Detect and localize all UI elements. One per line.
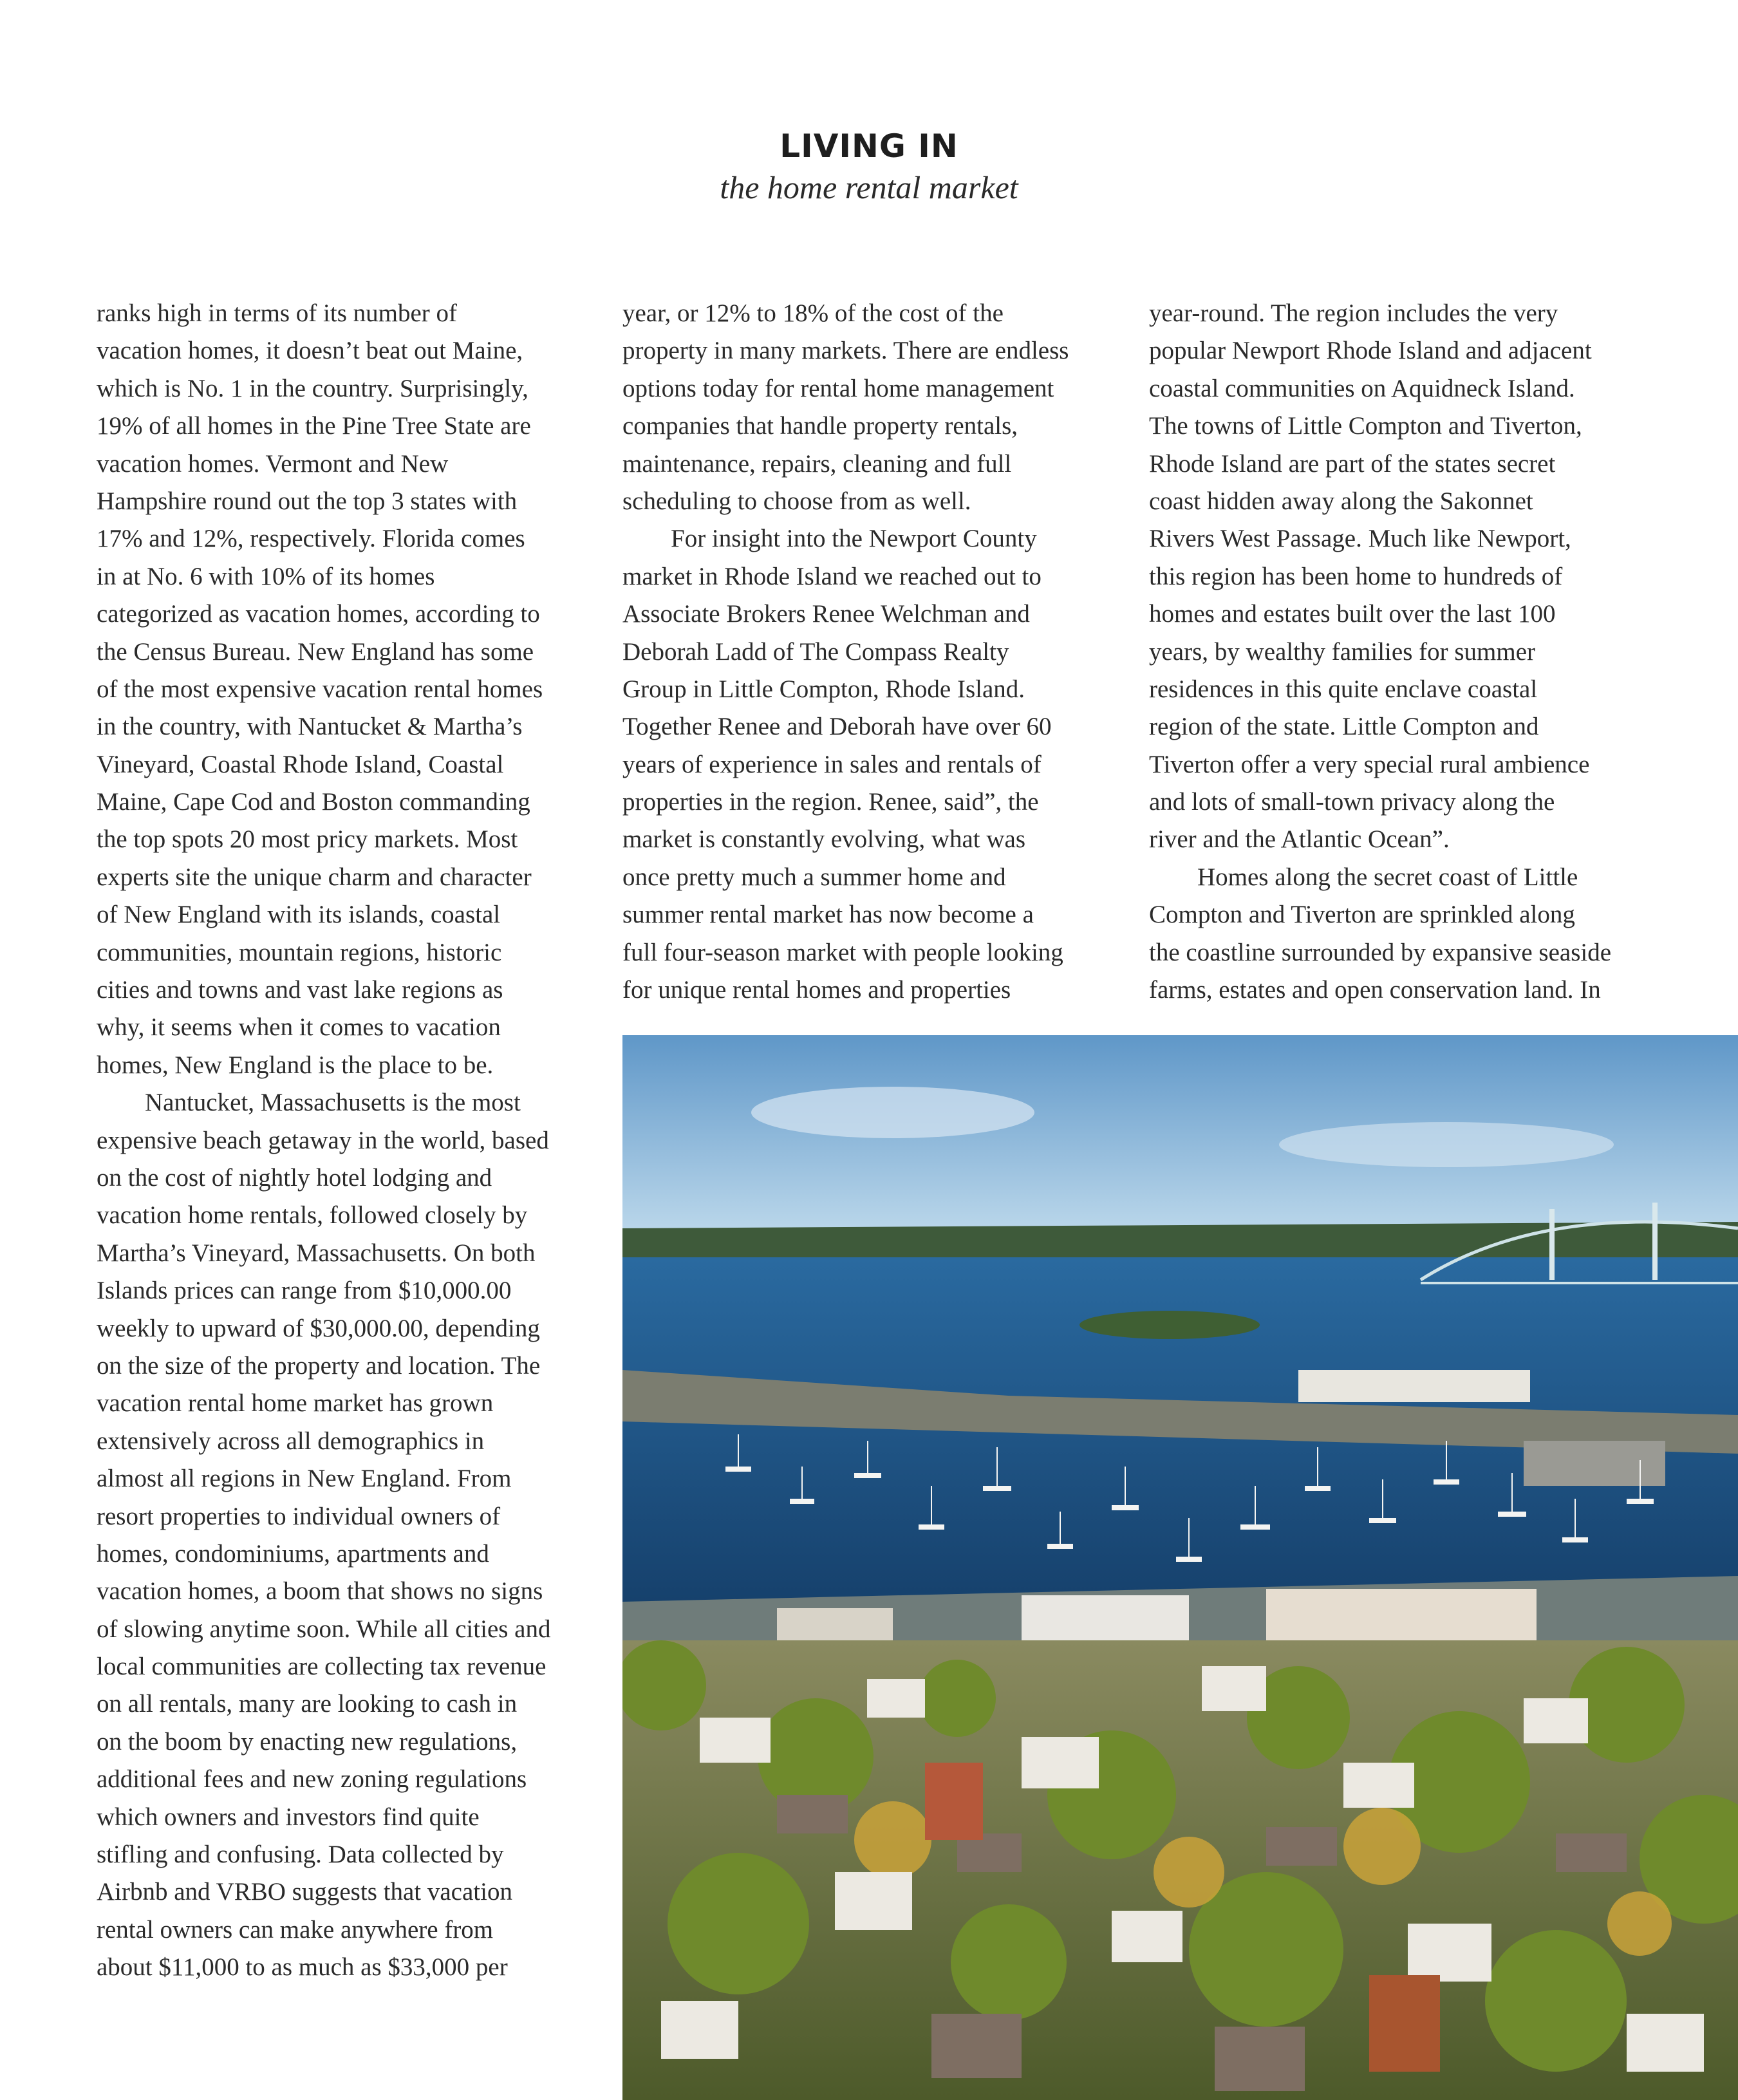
text-line: market in Rhode Island we reached out to bbox=[622, 562, 1042, 590]
text-line: on the boom by enacting new regulations, bbox=[97, 1727, 518, 1756]
text-line: in the country, with Nantucket & Martha’s bbox=[97, 713, 523, 741]
text-line: options today for rental home management bbox=[622, 374, 1054, 402]
text-line: Rhode Island are part of the states secret bbox=[1149, 449, 1556, 478]
text-line: companies that handle property rentals, bbox=[622, 412, 1018, 440]
text-line: communities, mountain regions, historic bbox=[97, 938, 502, 966]
text-line: which is No. 1 in the country. Surprisingly, bbox=[97, 374, 528, 402]
text-line: of slowing anytime soon. While all cities and bbox=[97, 1615, 551, 1643]
text-line: on the size of the property and location. The bbox=[97, 1351, 541, 1380]
text-line: coastal communities on Aquidneck Island. bbox=[1149, 374, 1575, 402]
text-line: expensive beach getaway in the world, based bbox=[97, 1126, 549, 1154]
text-line: extensively across all demographics in bbox=[97, 1427, 485, 1455]
text-line: the Census Bureau. New England has some bbox=[97, 637, 534, 666]
text-line: the top spots 20 most pricy markets. Most bbox=[97, 825, 518, 854]
text-column-2 bbox=[622, 295, 1118, 1009]
text-line: Together Renee and Deborah have over 60 bbox=[622, 713, 1052, 741]
text-line: about $11,000 to as much as $33,000 per bbox=[97, 1953, 508, 1982]
text-line: market is constantly evolving, what was bbox=[622, 825, 1026, 854]
text-line: this region has been home to hundreds of bbox=[1149, 562, 1563, 590]
text-line: homes and estates built over the last 100 bbox=[1149, 600, 1556, 628]
text-line: Deborah Ladd of The Compass Realty bbox=[622, 637, 1009, 666]
text-line: years, by wealthy families for summer bbox=[1149, 637, 1535, 666]
article-header bbox=[0, 126, 1738, 208]
text-line: stifling and confusing. Data collected by bbox=[97, 1841, 504, 1869]
text-line: once pretty much a summer home and bbox=[622, 863, 1006, 891]
text-column-3 bbox=[1149, 295, 1670, 1009]
text-line: cities and towns and vast lake regions as bbox=[97, 976, 503, 1004]
text-line: additional fees and new zoning regulations bbox=[97, 1765, 527, 1794]
text-line: region of the state. Little Compton and bbox=[1149, 713, 1539, 741]
text-line: the coastline surrounded by expansive seaside bbox=[1149, 938, 1612, 966]
text-line: vacation rental home market has grown bbox=[97, 1389, 494, 1418]
text-line: Homes along the secret coast of Little bbox=[1197, 863, 1578, 891]
text-line: why, it seems when it comes to vacation bbox=[97, 1013, 501, 1042]
text-line: 17% and 12%, respectively. Florida comes bbox=[97, 525, 525, 553]
text-line: Tiverton offer a very special rural ambience bbox=[1149, 750, 1590, 778]
text-line: full four-season market with people looking bbox=[622, 938, 1063, 966]
text-line: Vineyard, Coastal Rhode Island, Coastal bbox=[97, 750, 504, 778]
text-line: Associate Brokers Renee Welchman and bbox=[622, 600, 1030, 628]
text-line: and lots of small-town privacy along the bbox=[1149, 788, 1555, 816]
section-kicker: LIVING IN bbox=[780, 127, 958, 165]
text-line: coast hidden away along the Sakonnet bbox=[1149, 487, 1533, 515]
text-line: Rivers West Passage. Much like Newport, bbox=[1149, 525, 1571, 553]
text-line: of the most expensive vacation rental homes bbox=[97, 675, 543, 703]
text-column-1 bbox=[97, 295, 592, 1987]
text-line: The towns of Little Compton and Tiverton, bbox=[1149, 412, 1582, 440]
text-line: on all rentals, many are looking to cash in bbox=[97, 1690, 518, 1718]
text-line: years of experience in sales and rentals of bbox=[622, 750, 1042, 778]
text-line: Maine, Cape Cod and Boston commanding bbox=[97, 788, 530, 816]
text-line: vacation homes, it doesn’t beat out Maine, bbox=[97, 337, 523, 365]
text-line: on the cost of nightly hotel lodging and bbox=[97, 1163, 492, 1192]
text-line: Group in Little Compton, Rhode Island. bbox=[622, 675, 1025, 703]
text-line: for unique rental homes and properties bbox=[622, 976, 1011, 1004]
text-line: properties in the region. Renee, said”, the bbox=[622, 788, 1039, 816]
text-line: experts site the unique charm and character bbox=[97, 863, 532, 891]
text-line: homes, New England is the place to be. bbox=[97, 1051, 494, 1079]
text-line: which owners and investors find quite bbox=[97, 1803, 480, 1831]
text-line: in at No. 6 with 10% of its homes bbox=[97, 562, 435, 590]
text-line: residences in this quite enclave coastal bbox=[1149, 675, 1538, 703]
text-line: year-round. The region includes the very bbox=[1149, 299, 1558, 327]
text-line: Nantucket, Massachusetts is the most bbox=[145, 1089, 521, 1117]
text-line: Martha’s Vineyard, Massachusetts. On both bbox=[97, 1239, 536, 1267]
text-line: maintenance, repairs, cleaning and full bbox=[622, 449, 1012, 478]
text-line: scheduling to choose from as well. bbox=[622, 487, 971, 515]
text-line: rental owners can make anywhere from bbox=[97, 1915, 494, 1944]
text-line: river and the Atlantic Ocean”. bbox=[1149, 825, 1450, 854]
text-line: ranks high in terms of its number of bbox=[97, 299, 457, 327]
text-line: almost all regions in New England. From bbox=[97, 1465, 512, 1493]
text-line: vacation home rentals, followed closely by bbox=[97, 1201, 528, 1230]
text-line: Compton and Tiverton are sprinkled along bbox=[1149, 901, 1575, 929]
text-line: popular Newport Rhode Island and adjacent bbox=[1149, 337, 1592, 365]
text-line: homes, condominiums, apartments and bbox=[97, 1539, 489, 1568]
text-line: vacation homes, a boom that shows no signs bbox=[97, 1577, 543, 1606]
text-line: Airbnb and VRBO suggests that vacation bbox=[97, 1878, 512, 1906]
text-line: summer rental market has now become a bbox=[622, 901, 1034, 929]
text-line: For insight into the Newport County bbox=[671, 525, 1037, 553]
text-line: of New England with its islands, coastal bbox=[97, 901, 501, 929]
text-line: 19% of all homes in the Pine Tree State are bbox=[97, 412, 531, 440]
text-line: year, or 12% to 18% of the cost of the bbox=[622, 299, 1004, 327]
text-line: local communities are collecting tax revenue bbox=[97, 1653, 547, 1681]
text-line: vacation homes. Vermont and New bbox=[97, 449, 449, 478]
section-subtitle: the home rental market bbox=[720, 169, 1018, 205]
text-line: farms, estates and open conservation land. In bbox=[1149, 976, 1601, 1004]
text-line: resort properties to individual owners of bbox=[97, 1502, 501, 1530]
text-line: property in many markets. There are endless bbox=[622, 337, 1069, 365]
text-line: categorized as vacation homes, according to bbox=[97, 600, 540, 628]
text-line: Hampshire round out the top 3 states with bbox=[97, 487, 518, 515]
text-line: Islands prices can range from $10,000.00 bbox=[97, 1277, 512, 1305]
text-line: weekly to upward of $30,000.00, depending bbox=[97, 1314, 540, 1342]
harbor-photo bbox=[622, 1035, 1738, 2100]
